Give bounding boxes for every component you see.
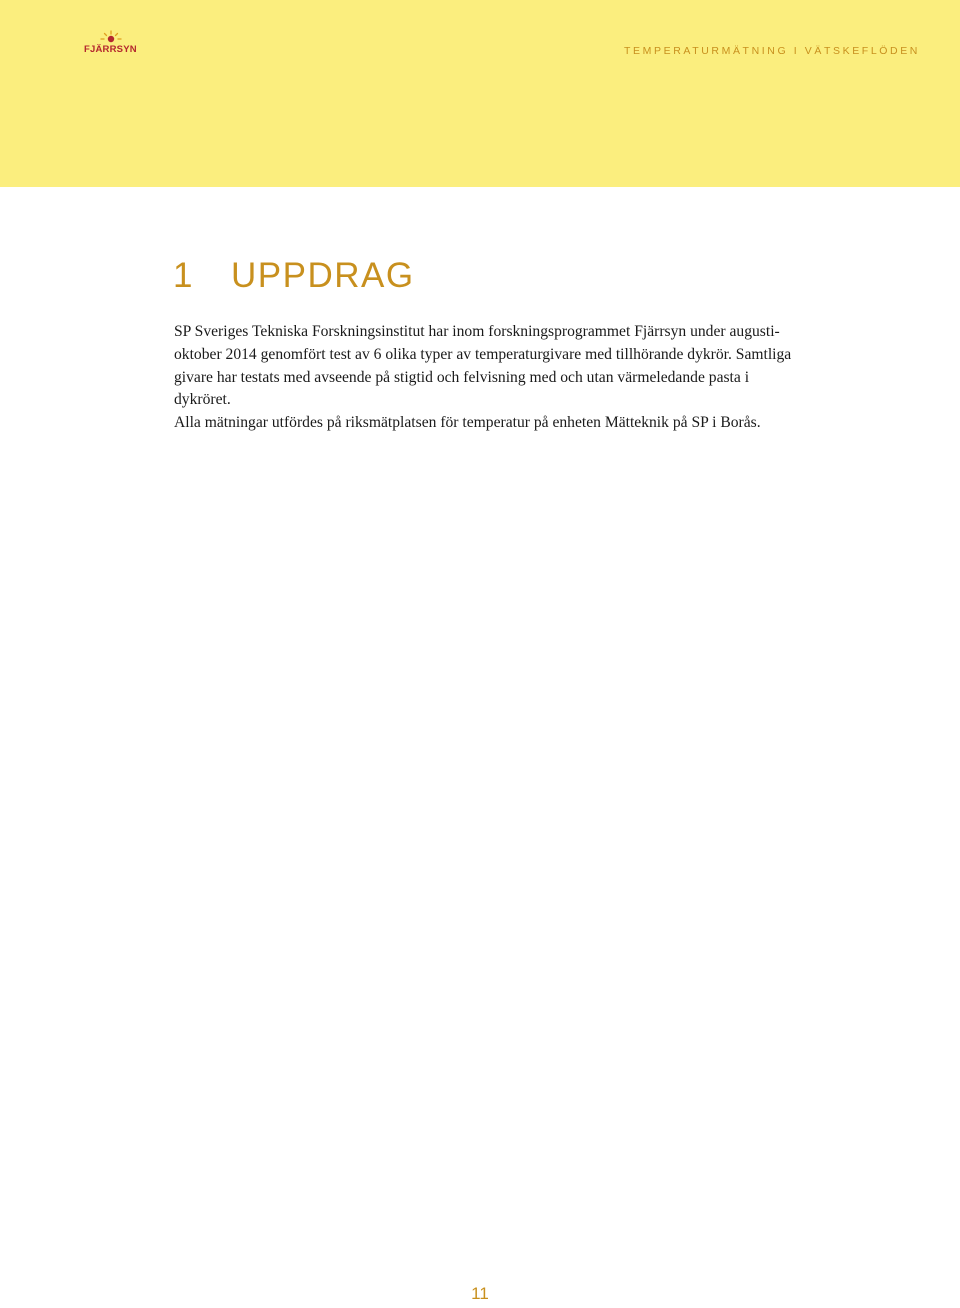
sun-icon bbox=[98, 30, 124, 44]
chapter-heading bbox=[173, 256, 415, 296]
fjarrsyn-logo bbox=[84, 30, 140, 58]
chapter-number: 1 bbox=[173, 256, 194, 295]
page-number: 11 bbox=[471, 1284, 489, 1303]
paragraph-1: SP Sveriges Tekniska Forskningsinstitut har inom forskningsprogrammet Fjärrsyn under augusti-oktober 2014 genomfört test av 6 olika typer av temperaturgivare med tillhörande dykrör. Samtliga givare har testats med avseende på stigtid och felvisning med och utan värmeledande pasta i dykröret. bbox=[174, 323, 792, 409]
running-head: TEMPERATURMÄTNING I VÄTSKEFLÖDEN bbox=[624, 45, 920, 57]
chapter-title: UPPDRAG bbox=[231, 256, 415, 295]
body-text bbox=[174, 321, 794, 435]
paragraph-2: Alla mätningar utfördes på riksmätplatsen för temperatur på enheten Mätteknik på SP i Borås. bbox=[174, 414, 761, 432]
logo-text: FJÄRRSYN bbox=[84, 44, 137, 55]
header-band bbox=[0, 0, 960, 187]
